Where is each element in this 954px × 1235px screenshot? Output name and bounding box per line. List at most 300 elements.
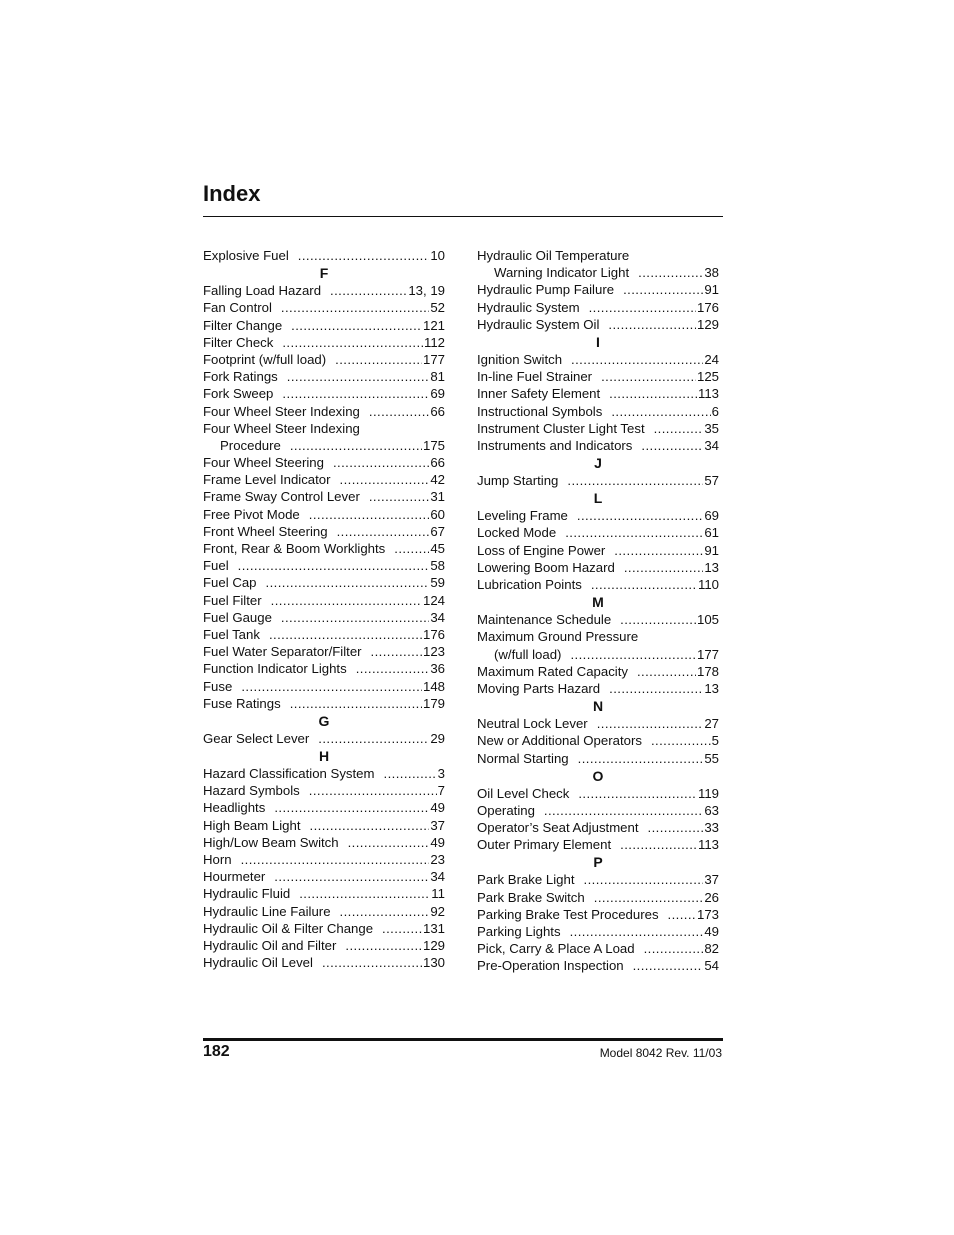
index-entry-label: Filter Check <box>203 334 274 350</box>
dot-leader <box>281 299 429 316</box>
dot-leader <box>644 940 704 957</box>
dot-leader <box>570 646 696 663</box>
dot-leader <box>620 611 696 628</box>
index-entry-page: 131 <box>422 920 445 936</box>
index-entry-page: 45 <box>430 541 445 556</box>
dot-leader <box>298 247 430 264</box>
index-entry-page: 173 <box>696 906 719 922</box>
index-entry-page: 176 <box>696 299 719 315</box>
index-entry-label: Locked Mode <box>477 525 557 541</box>
index-entry <box>203 903 445 920</box>
index-entry-page: 59 <box>430 575 445 591</box>
dot-leader <box>578 785 697 802</box>
index-entry-label: Hydraulic Line Failure <box>203 903 331 919</box>
index-entry-page: 177 <box>696 646 719 662</box>
dot-leader <box>609 680 703 697</box>
index-entry-page: 3 <box>437 766 445 782</box>
index-entry-page: 13, 19 <box>408 283 445 299</box>
index-letter-heading: N <box>592 698 604 715</box>
index-entry-label: Maximum Ground Pressure <box>477 629 639 645</box>
dot-leader <box>269 626 422 643</box>
index-entry <box>477 281 719 298</box>
dot-leader <box>384 765 437 782</box>
dot-leader <box>290 695 422 712</box>
index-entry-page: 55 <box>704 750 719 766</box>
dot-leader <box>584 871 704 888</box>
dot-leader <box>309 782 437 799</box>
index-entry <box>477 871 719 888</box>
index-entry <box>477 472 719 489</box>
index-entry-page: 124 <box>422 592 445 608</box>
index-entry-page: 37 <box>430 817 445 833</box>
index-entry-label: Filter Change <box>203 317 283 333</box>
index-entry-page: 113 <box>697 386 719 402</box>
index-entry-label: Parking Brake Test Procedures <box>477 906 659 922</box>
index-entry <box>203 488 445 505</box>
dot-leader <box>340 903 430 920</box>
index-entry-label: Fuel Cap <box>203 575 257 591</box>
index-entry <box>477 507 719 524</box>
dot-leader <box>340 471 430 488</box>
index-entry-label: Hydraulic Oil Temperature <box>477 248 630 263</box>
index-entry <box>477 940 719 957</box>
index-entry-label: Jump Starting <box>477 473 559 489</box>
index-letter-heading: H <box>318 748 330 765</box>
index-entry <box>477 368 719 385</box>
index-entry <box>203 643 445 660</box>
index-entry <box>203 574 445 591</box>
index-entry-label: Fuel Filter <box>203 592 262 608</box>
index-letter-heading: I <box>596 333 600 350</box>
index-entry-page: 13 <box>704 680 719 696</box>
index-entry-label: Fuel Gauge <box>203 609 272 625</box>
dot-leader <box>241 851 430 868</box>
index-entry <box>477 750 719 767</box>
index-entry-page: 82 <box>704 941 719 957</box>
index-entry-page: 63 <box>704 802 719 818</box>
index-entry-label: Loss of Engine Power <box>477 542 606 558</box>
index-entry <box>477 732 719 749</box>
index-entry-label: Park Brake Light <box>477 872 575 888</box>
index-entry-label: Neutral Lock Lever <box>477 716 588 732</box>
dot-leader <box>597 715 704 732</box>
dot-leader <box>624 559 704 576</box>
dot-leader <box>371 643 422 660</box>
index-entry <box>477 715 719 732</box>
index-entry <box>477 559 719 576</box>
index-entry-page: 179 <box>422 695 445 711</box>
index-entry-label: New or Additional Operators <box>477 733 642 749</box>
index-entry-page: 60 <box>430 506 445 522</box>
index-entry-page: 69 <box>704 508 719 524</box>
index-letter-heading: O <box>592 767 604 784</box>
dot-leader <box>330 282 407 299</box>
dot-leader <box>394 540 429 557</box>
index-entry-label: Fuel Water Separator/Filter <box>203 644 362 660</box>
index-entry <box>203 454 445 471</box>
index-entry <box>203 695 445 712</box>
index-entry <box>203 609 445 626</box>
index-entry <box>477 420 719 437</box>
index-entry-page: 105 <box>696 612 719 628</box>
title-rule <box>203 216 723 217</box>
index-entry-page: 11 <box>431 886 445 902</box>
index-entry-page: 130 <box>422 955 445 971</box>
dot-leader <box>382 920 422 937</box>
index-entry-page: 121 <box>422 317 445 333</box>
index-entry-page: 148 <box>422 678 445 694</box>
index-entry-label: Four Wheel Steer Indexing <box>203 403 360 419</box>
footer-model-revision: Model 8042 Rev. 11/03 <box>599 1046 722 1060</box>
index-entry <box>477 351 719 368</box>
index-entry <box>477 785 719 802</box>
dot-leader <box>611 403 710 420</box>
index-entry-page: 42 <box>430 472 445 488</box>
dot-leader <box>335 351 422 368</box>
index-entry-page: 57 <box>704 473 719 489</box>
index-entry <box>203 782 445 799</box>
index-entry <box>203 334 445 351</box>
index-entry-label: Function Indicator Lights <box>203 661 347 677</box>
index-entry-label: Pick, Carry & Place A Load <box>477 941 635 957</box>
index-entry-label: Oil Level Check <box>477 785 570 801</box>
index-entry <box>203 299 445 316</box>
index-entry-heading <box>203 420 445 437</box>
index-entry <box>477 957 719 974</box>
index-entry-label: Hazard Symbols <box>203 783 300 799</box>
index-entry <box>203 920 445 937</box>
index-entry <box>477 663 719 680</box>
index-entry-label: Maintenance Schedule <box>477 612 612 628</box>
index-entry-label: Normal Starting <box>477 750 569 766</box>
index-letter-heading: M <box>592 594 604 611</box>
index-entry <box>203 247 445 264</box>
index-entry-label: Inner Safety Element <box>477 386 601 402</box>
index-entry-page: 10 <box>430 248 445 263</box>
index-entry-page: 110 <box>697 577 719 592</box>
dot-leader <box>668 906 696 923</box>
index-entry <box>477 836 719 853</box>
index-entry-label: Explosive Fuel <box>203 248 289 263</box>
index-entry <box>203 540 445 557</box>
index-entry-label: Horn <box>203 852 232 867</box>
dot-leader <box>348 834 430 851</box>
index-entry-page: 69 <box>430 386 445 402</box>
index-column-left <box>203 247 445 971</box>
dot-leader <box>337 523 430 540</box>
index-entry-page: 67 <box>430 523 445 539</box>
dot-leader <box>310 817 430 834</box>
index-entry-heading <box>477 628 719 645</box>
index-letter-heading: L <box>593 490 603 507</box>
index-entry <box>477 542 719 559</box>
footer-rule <box>203 1038 723 1041</box>
index-entry-page: 52 <box>430 300 445 316</box>
index-entry-page: 177 <box>422 351 445 367</box>
page-number: 182 <box>203 1043 230 1060</box>
index-entry-label: Moving Parts Hazard <box>477 680 601 696</box>
index-entry-label: Front Wheel Steering <box>203 523 328 539</box>
index-entry <box>203 817 445 834</box>
index-entry-label: Gear Select Lever <box>203 730 310 746</box>
index-entry-page: 35 <box>704 420 719 436</box>
page-title: Index <box>203 181 261 206</box>
index-entry-page: 112 <box>423 334 445 350</box>
dot-leader <box>609 385 697 402</box>
index-entry <box>477 576 719 593</box>
dot-leader <box>274 799 429 816</box>
dot-leader <box>578 750 704 767</box>
dot-leader <box>241 678 422 695</box>
index-entry-label: (w/full load) <box>494 646 562 662</box>
index-entry <box>203 954 445 971</box>
index-entry-page: 33 <box>704 820 719 836</box>
index-entry-label: Hydraulic Oil Level <box>203 955 313 971</box>
index-entry-label: Headlights <box>203 800 266 816</box>
dot-leader <box>565 524 703 541</box>
index-entry-page: 23 <box>430 852 445 867</box>
dot-leader <box>274 868 429 885</box>
index-entry-page: 119 <box>697 785 719 801</box>
dot-leader <box>356 660 430 677</box>
index-entry-label: Operator’s Seat Adjustment <box>477 820 639 836</box>
index-entry-label: Ignition Switch <box>477 351 563 367</box>
index-entry-page: 26 <box>704 889 719 905</box>
index-entry-page: 7 <box>437 783 445 799</box>
dot-leader <box>570 923 704 940</box>
dot-leader <box>318 730 429 747</box>
dot-leader <box>369 488 429 505</box>
dot-leader <box>281 609 429 626</box>
index-entry-label: Falling Load Hazard <box>203 283 322 299</box>
index-entry-page: 175 <box>422 437 445 453</box>
index-entry-label: Front, Rear & Boom Worklights <box>203 541 386 556</box>
index-entry-page: 37 <box>704 872 719 888</box>
index-entry-page: 49 <box>704 924 719 939</box>
index-entry-label: Frame Level Indicator <box>203 472 331 488</box>
index-entry-label: Maximum Rated Capacity <box>477 663 628 679</box>
dot-leader <box>282 385 429 402</box>
index-entry-page: 27 <box>704 716 719 732</box>
index-entry <box>203 730 445 747</box>
index-entry <box>203 868 445 885</box>
index-entry <box>203 765 445 782</box>
index-entry-page: 123 <box>422 644 445 660</box>
dot-leader <box>333 454 429 471</box>
dot-leader <box>291 317 422 334</box>
dot-leader <box>322 954 422 971</box>
dot-leader <box>266 574 430 591</box>
dot-leader <box>648 819 704 836</box>
index-entry-page: 178 <box>696 663 719 679</box>
index-entry-label: Outer Primary Element <box>477 837 612 853</box>
dot-leader <box>577 507 703 524</box>
index-entry-page: 6 <box>711 403 719 419</box>
index-entry-label: Park Brake Switch <box>477 889 585 905</box>
index-entry-page: 81 <box>430 369 445 385</box>
index-entry <box>477 923 719 940</box>
index-entry <box>203 437 445 454</box>
index-entry-label: Lubrication Points <box>477 577 582 592</box>
index-entry <box>203 626 445 643</box>
index-entry <box>477 316 719 333</box>
index-entry-page: 66 <box>430 403 445 419</box>
index-entry-label: Four Wheel Steer Indexing <box>203 420 360 436</box>
index-entry <box>477 889 719 906</box>
index-entry <box>203 799 445 816</box>
dot-leader <box>571 351 703 368</box>
index-entry-page: 66 <box>430 455 445 471</box>
index-entry-label: Fuel <box>203 558 229 574</box>
index-entry-label: High Beam Light <box>203 817 301 833</box>
index-entry-page: 129 <box>422 937 445 953</box>
index-entry-page: 61 <box>704 525 719 541</box>
index-entry-page: 29 <box>430 730 445 746</box>
index-column-right <box>477 247 719 975</box>
index-entry-page: 31 <box>430 489 445 505</box>
dot-leader <box>567 472 703 489</box>
index-entry-page: 92 <box>430 903 445 919</box>
index-entry <box>203 351 445 368</box>
index-entry <box>203 678 445 695</box>
dot-leader <box>651 732 711 749</box>
index-entry-label: High/Low Beam Switch <box>203 834 339 850</box>
index-entry <box>203 592 445 609</box>
index-entry-page: 113 <box>697 837 719 853</box>
dot-leader <box>614 542 703 559</box>
index-entry <box>203 557 445 574</box>
index-entry-label: Hydraulic System <box>477 299 580 315</box>
index-entry-label: Fork Ratings <box>203 369 278 385</box>
index-entry <box>203 834 445 851</box>
dot-leader <box>287 368 430 385</box>
index-entry <box>477 264 719 281</box>
index-entry-page: 54 <box>704 958 719 974</box>
index-entry <box>203 282 445 299</box>
index-entry-label: Hydraulic Oil and Filter <box>203 937 337 953</box>
index-entry <box>203 851 445 868</box>
index-entry <box>477 646 719 663</box>
index-entry <box>477 906 719 923</box>
dot-leader <box>299 885 430 902</box>
index-entry <box>203 368 445 385</box>
index-entry <box>477 611 719 628</box>
index-entry-label: Four Wheel Steering <box>203 455 324 471</box>
index-entry-label: Pre-Operation Inspection <box>477 958 624 974</box>
dot-leader <box>290 437 422 454</box>
index-entry <box>477 385 719 402</box>
dot-leader <box>345 937 422 954</box>
index-entry-label: In-line Fuel Strainer <box>477 369 593 385</box>
index-entry-label: Hazard Classification System <box>203 766 375 782</box>
dot-leader <box>369 403 429 420</box>
index-entry-label: Frame Sway Control Lever <box>203 489 360 505</box>
index-entry-label: Instructional Symbols <box>477 403 603 419</box>
index-entry-page: 24 <box>704 351 719 367</box>
index-entry-page: 13 <box>704 559 719 575</box>
index-entry-page: 176 <box>422 626 445 642</box>
index-entry <box>477 524 719 541</box>
index-entry-label: Footprint (w/full load) <box>203 351 327 367</box>
index-entry <box>203 471 445 488</box>
index-entry-page: 36 <box>430 661 445 677</box>
dot-leader <box>271 592 422 609</box>
index-entry-page: 129 <box>696 316 719 332</box>
dot-leader <box>633 957 704 974</box>
index-entry-label: Fuse Ratings <box>203 695 281 711</box>
index-entry-label: Fuel Tank <box>203 626 260 642</box>
index-entry-page: 38 <box>704 265 719 281</box>
index-entry-label: Warning Indicator Light <box>494 265 630 281</box>
index-entry <box>203 937 445 954</box>
dot-leader <box>638 264 703 281</box>
index-entry-label: Hydraulic Oil & Filter Change <box>203 920 374 936</box>
dot-leader <box>309 506 430 523</box>
dot-leader <box>601 368 696 385</box>
index-letter-heading: F <box>319 265 329 282</box>
index-entry <box>477 802 719 819</box>
dot-leader <box>238 557 430 574</box>
index-entry <box>203 317 445 334</box>
dot-leader <box>594 889 704 906</box>
dot-leader <box>623 281 703 298</box>
index-entry-label: Operating <box>477 802 535 818</box>
dot-leader <box>641 437 703 454</box>
index-entry-page: 34 <box>704 437 719 453</box>
index-entry <box>477 437 719 454</box>
index-entry-label: Hydraulic Pump Failure <box>477 282 615 298</box>
dot-leader <box>654 420 704 437</box>
index-entry <box>203 660 445 677</box>
index-entry-page: 5 <box>711 733 719 749</box>
index-entry-heading <box>477 247 719 264</box>
index-entry <box>203 506 445 523</box>
index-entry <box>477 403 719 420</box>
index-entry <box>203 523 445 540</box>
index-entry-page: 91 <box>704 542 719 558</box>
dot-leader <box>282 334 423 351</box>
index-entry-label: Hydraulic System Oil <box>477 316 600 332</box>
index-entry-label: Hydraulic Fluid <box>203 886 291 902</box>
index-entry-label: Instruments and Indicators <box>477 437 633 453</box>
index-entry-page: 34 <box>430 609 445 625</box>
index-entry <box>477 680 719 697</box>
index-entry-page: 125 <box>696 369 719 385</box>
index-entry-label: Parking Lights <box>477 924 561 939</box>
index-entry-page: 91 <box>704 282 719 298</box>
index-entry <box>203 403 445 420</box>
index-letter-heading: P <box>593 854 603 871</box>
index-entry-label: Fuse <box>203 678 233 694</box>
index-entry-label: Fan Control <box>203 300 272 316</box>
index-entry <box>203 885 445 902</box>
index-entry-page: 49 <box>430 834 445 850</box>
index-entry <box>477 819 719 836</box>
dot-leader <box>608 316 696 333</box>
index-entry-label: Hourmeter <box>203 869 266 885</box>
index-entry-label: Instrument Cluster Light Test <box>477 420 645 436</box>
index-entry-page: 34 <box>430 869 445 885</box>
index-entry-label: Free Pivot Mode <box>203 506 300 522</box>
index-entry-label: Fork Sweep <box>203 386 274 402</box>
dot-leader <box>544 802 703 819</box>
dot-leader <box>637 663 696 680</box>
index-entry-label: Lowering Boom Hazard <box>477 559 615 575</box>
dot-leader <box>591 576 697 593</box>
dot-leader <box>620 836 697 853</box>
index-entry <box>203 385 445 402</box>
index-entry-label: Procedure <box>220 437 281 453</box>
